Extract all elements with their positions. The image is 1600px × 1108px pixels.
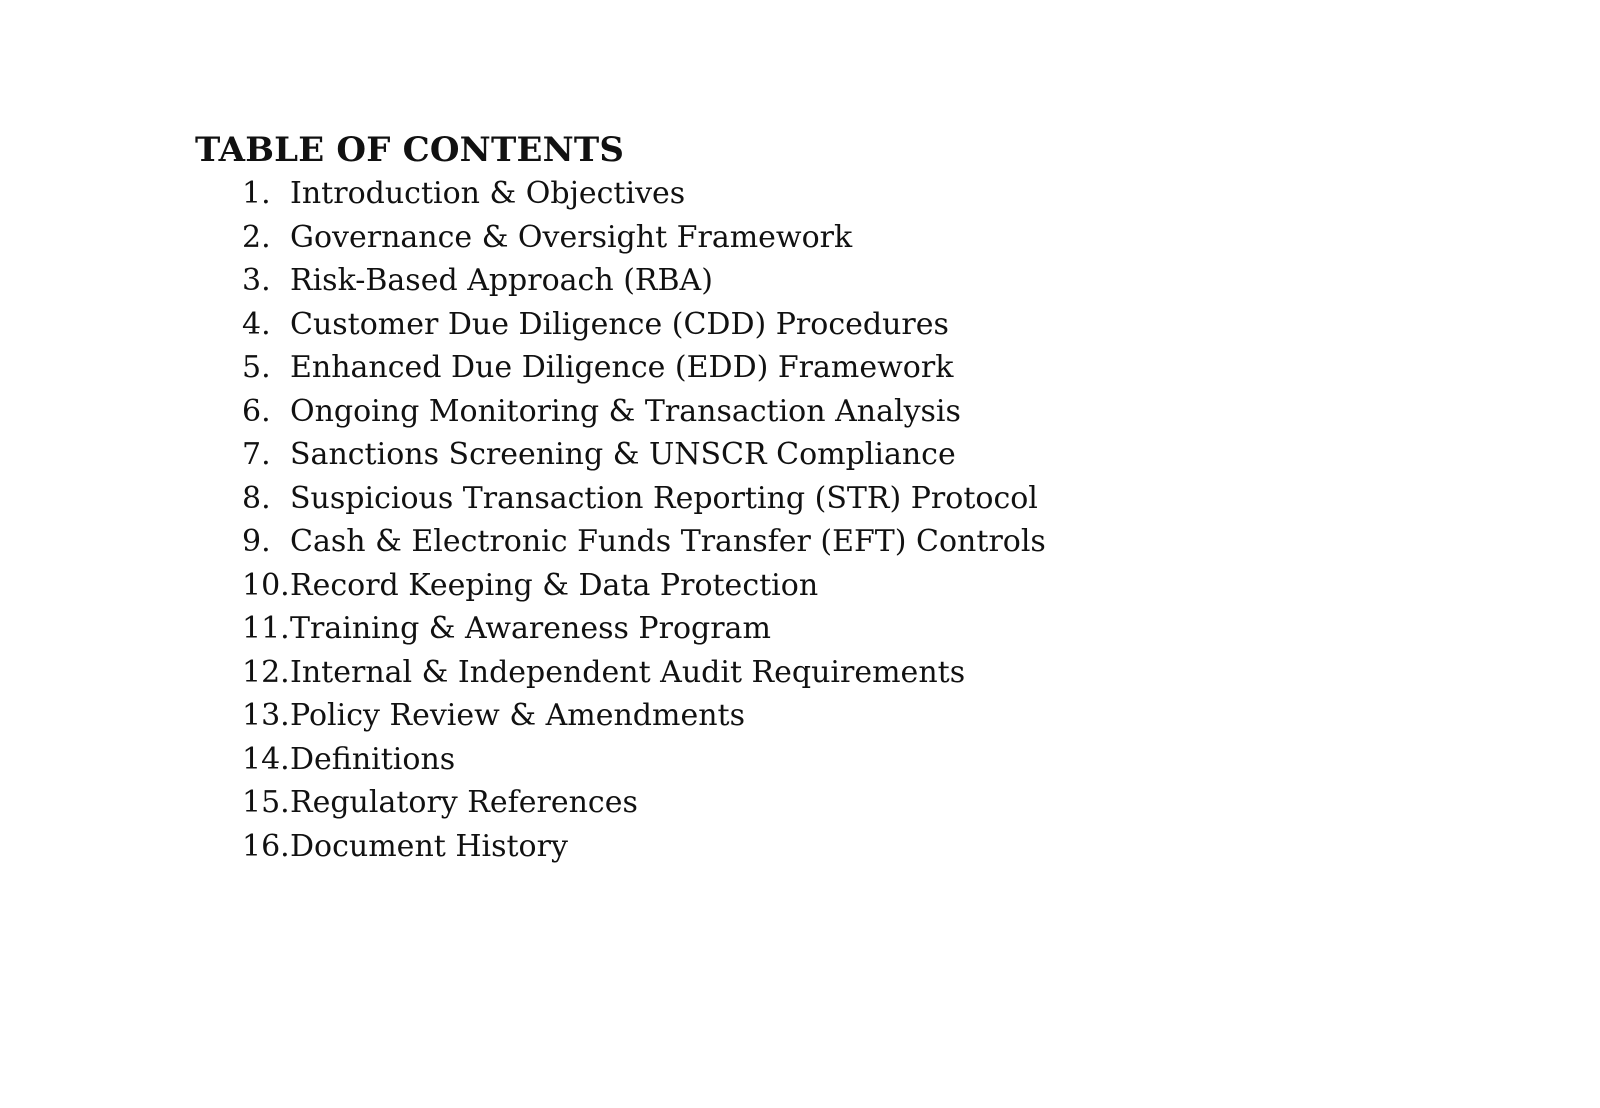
toc-item-label: Risk-Based Approach (RBA) — [290, 263, 713, 298]
toc-item-number: 14. — [242, 741, 290, 777]
toc-item-number: 2. — [242, 219, 271, 255]
toc-item-label: Sanctions Screening & UNSCR Compliance — [290, 437, 956, 472]
toc-item-number: 9. — [242, 524, 271, 559]
toc-item — [242, 303, 1046, 347]
toc-item-number: 16. — [242, 828, 290, 864]
toc-item-label: Customer Due Diligence (CDD) Procedures — [290, 306, 949, 342]
toc-item-number: 5. — [242, 350, 271, 385]
toc-item-number: 8. — [242, 480, 271, 516]
toc-item-label: Suspicious Transaction Reporting (STR) Protocol — [290, 480, 1038, 516]
toc-item-label: Governance & Oversight Framework — [290, 219, 853, 255]
toc-item-label: Document History — [290, 828, 568, 864]
toc-item — [242, 172, 1046, 216]
toc-item — [242, 564, 1046, 608]
toc-list — [195, 172, 1046, 868]
toc-item-number: 7. — [242, 437, 271, 472]
toc-item-number: 3. — [242, 263, 271, 298]
toc-item — [242, 694, 1046, 738]
toc-item-number: 13. — [242, 698, 290, 733]
toc-item — [242, 520, 1046, 564]
toc-item-number: 1. — [242, 176, 271, 211]
toc-item-label: Training & Awareness Program — [290, 611, 771, 646]
toc-item — [242, 607, 1046, 651]
toc-item — [242, 390, 1046, 434]
toc-item-number: 10. — [242, 567, 290, 603]
toc-item-label: Cash & Electronic Funds Transfer (EFT) Controls — [290, 524, 1046, 559]
toc-item — [242, 259, 1046, 303]
toc-item-label: Enhanced Due Diligence (EDD) Framework — [290, 350, 954, 385]
toc-item-label: Regulatory References — [290, 785, 638, 820]
toc-item-number: 11. — [242, 611, 290, 646]
toc-item — [242, 477, 1046, 521]
toc-item-label: Internal & Independent Audit Requirements — [290, 654, 966, 690]
toc-item-number: 12. — [242, 654, 290, 690]
toc-item — [242, 651, 1046, 695]
toc-item — [242, 433, 1046, 477]
toc-title: TABLE OF CONTENTS — [195, 130, 625, 170]
toc-item — [242, 781, 1046, 825]
toc-item — [242, 825, 1046, 869]
toc-item-number: 4. — [242, 306, 271, 342]
toc-item-label: Ongoing Monitoring & Transaction Analysis — [290, 393, 961, 429]
toc-item-number: 15. — [242, 785, 290, 820]
table-of-contents — [195, 128, 1046, 868]
toc-item-label: Policy Review & Amendments — [290, 698, 745, 733]
toc-item-label: Definitions — [290, 741, 456, 777]
toc-item-label: Introduction & Objectives — [290, 176, 686, 211]
toc-item-number: 6. — [242, 393, 271, 429]
toc-item — [242, 738, 1046, 782]
toc-item-label: Record Keeping & Data Protection — [290, 567, 819, 603]
toc-item — [242, 346, 1046, 390]
toc-item — [242, 216, 1046, 260]
